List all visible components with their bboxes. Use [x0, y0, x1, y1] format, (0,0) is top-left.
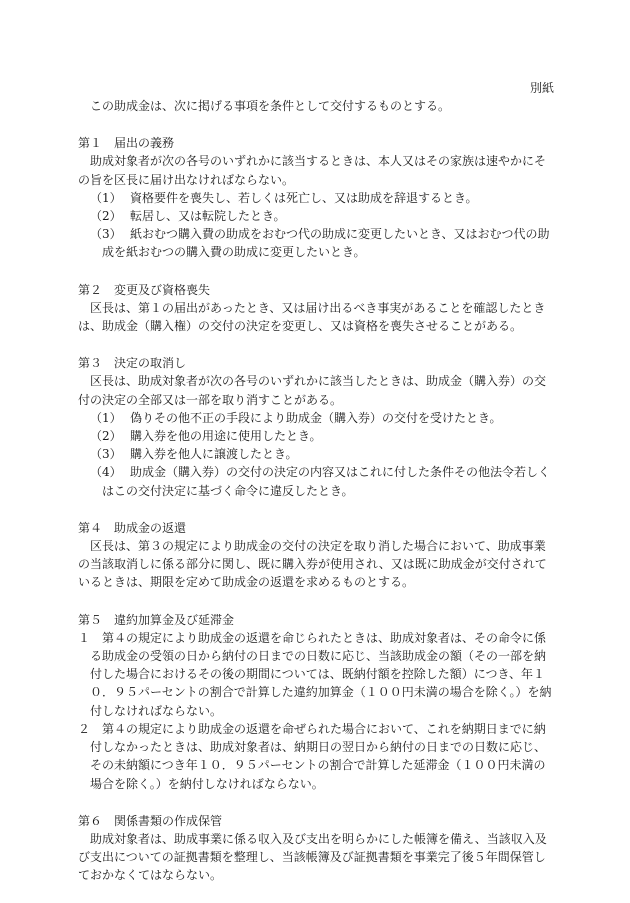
spacer: [78, 500, 556, 519]
list-item: [78, 445, 556, 463]
item-number: （1）: [90, 190, 122, 205]
section-heading: 第２ 変更及び資格喪失: [78, 282, 211, 297]
section-body: 助成対象者は、助成事業に係る収入及び支出を明らかにした帳簿を備え、当該収入及び支出についての証拠書類を整理し、当該帳簿及び証拠書類を事業完了後５年間保管しておかなくてはならない。: [78, 831, 547, 883]
section-heading: 第５ 違約加算金及び延滞金: [78, 612, 235, 627]
section-4: [78, 519, 556, 592]
item-text: 資格要件を喪失し、若しくは死亡し、又は助成を辞退するとき。: [130, 190, 478, 205]
spacer: [78, 335, 556, 354]
section-1: [78, 134, 556, 261]
item-text: 第４の規定により助成金の返還を命じられたときは、助成対象者は、その命令に係る助成金の受領の日から納付の日までの日数に応じ、当該助成金の額（その一部を納付した場合におけるその後の期間については、既納付額を控除した額）につき、年１０．９５パーセントの割合で計算した違約加算金（１００円未満の場合を除く。）を納付しなければならない。: [90, 630, 552, 718]
list-item: [78, 629, 556, 720]
section-body: 区長は、第１の届出があったとき、又は届け出るべき事実があることを確認したときは、助成金（購入権）の交付の決定を変更し、又は資格を喪失させることがある。: [78, 300, 546, 334]
item-number: （4）: [90, 465, 122, 480]
item-number: （2）: [90, 429, 122, 444]
section-heading: 第１ 届出の義務: [78, 136, 175, 151]
section-body: 助成対象者が次の各号のいずれかに該当するときは、本人又はその家族は速やかにその旨を区長に届け出なければならない。: [78, 154, 547, 187]
item-text: 購入券を他人に譲渡したとき。: [130, 447, 298, 462]
section-3: [78, 354, 556, 500]
section-heading: 第３ 決定の取消し: [78, 356, 187, 371]
annex-label: 別紙: [529, 81, 554, 95]
section-body: 区長は、助成対象者が次の各号のいずれかに該当したときは、助成金（購入券）の交付の決定の全部又は一部を取り消すことがある。: [78, 374, 547, 407]
item-text: 偽りその他不正の手段により助成金（購入券）の交付を受けたとき。: [130, 410, 502, 425]
item-text: 第４の規定により助成金の返還を命ぜられた場合において、これを納期日までに納付しなかったときは、助成対象者は、納期日の翌日から納付の日までの日数に応じ、その未納額につき年１０．９５パーセントの割合で計算した延滞金（１００円未満の場合を除く。）を納付しなければならない。: [90, 721, 547, 791]
section-5: [78, 611, 556, 793]
item-text: 購入券を他の用途に使用したとき。: [130, 429, 322, 444]
list-item: [78, 189, 556, 207]
spacer: [78, 115, 556, 134]
list-item: [78, 409, 556, 427]
spacer: [78, 793, 556, 812]
item-text: 助成金（購入券）の交付の決定の内容又はこれに付した条件その他法令若しくはこの交付決定に基づく命令に違反したとき。: [102, 465, 551, 498]
section-heading: 第４ 助成金の返還: [78, 520, 187, 535]
intro-text: この助成金は、次に掲げる事項を条件として交付するものとする。: [90, 99, 451, 113]
list-item: [78, 720, 556, 793]
list-item: [78, 463, 556, 499]
section-heading: 第６ 関係書類の作成保管: [78, 813, 223, 828]
item-text: 紙おむつ購入費の助成をおむつ代の助成に変更したいとき、又はおむつ代の助成を紙おむつの購入費の助成に変更したいとき。: [102, 227, 550, 260]
list-item: [78, 427, 556, 445]
item-number: １: [78, 630, 91, 645]
item-number: ２: [78, 721, 91, 736]
item-text: 転居し、又は転院したとき。: [130, 209, 286, 224]
section-body: 区長は、第３の規定により助成金の交付の決定を取り消した場合において、助成事業の当該取消しに係る部分に関し、既に購入券が使用され、又は既に助成金が交付されているときは、期限を定めて助成金の返還を求めるものとする。: [78, 539, 547, 590]
item-number: （3）: [90, 227, 122, 242]
item-number: （1）: [90, 410, 122, 425]
item-number: （2）: [90, 209, 122, 224]
spacer: [78, 592, 556, 611]
item-number: （3）: [90, 447, 122, 462]
list-item: [78, 207, 556, 225]
section-2: [78, 281, 556, 336]
list-item: [78, 225, 556, 261]
spacer: [78, 262, 556, 281]
section-6: [78, 812, 556, 885]
